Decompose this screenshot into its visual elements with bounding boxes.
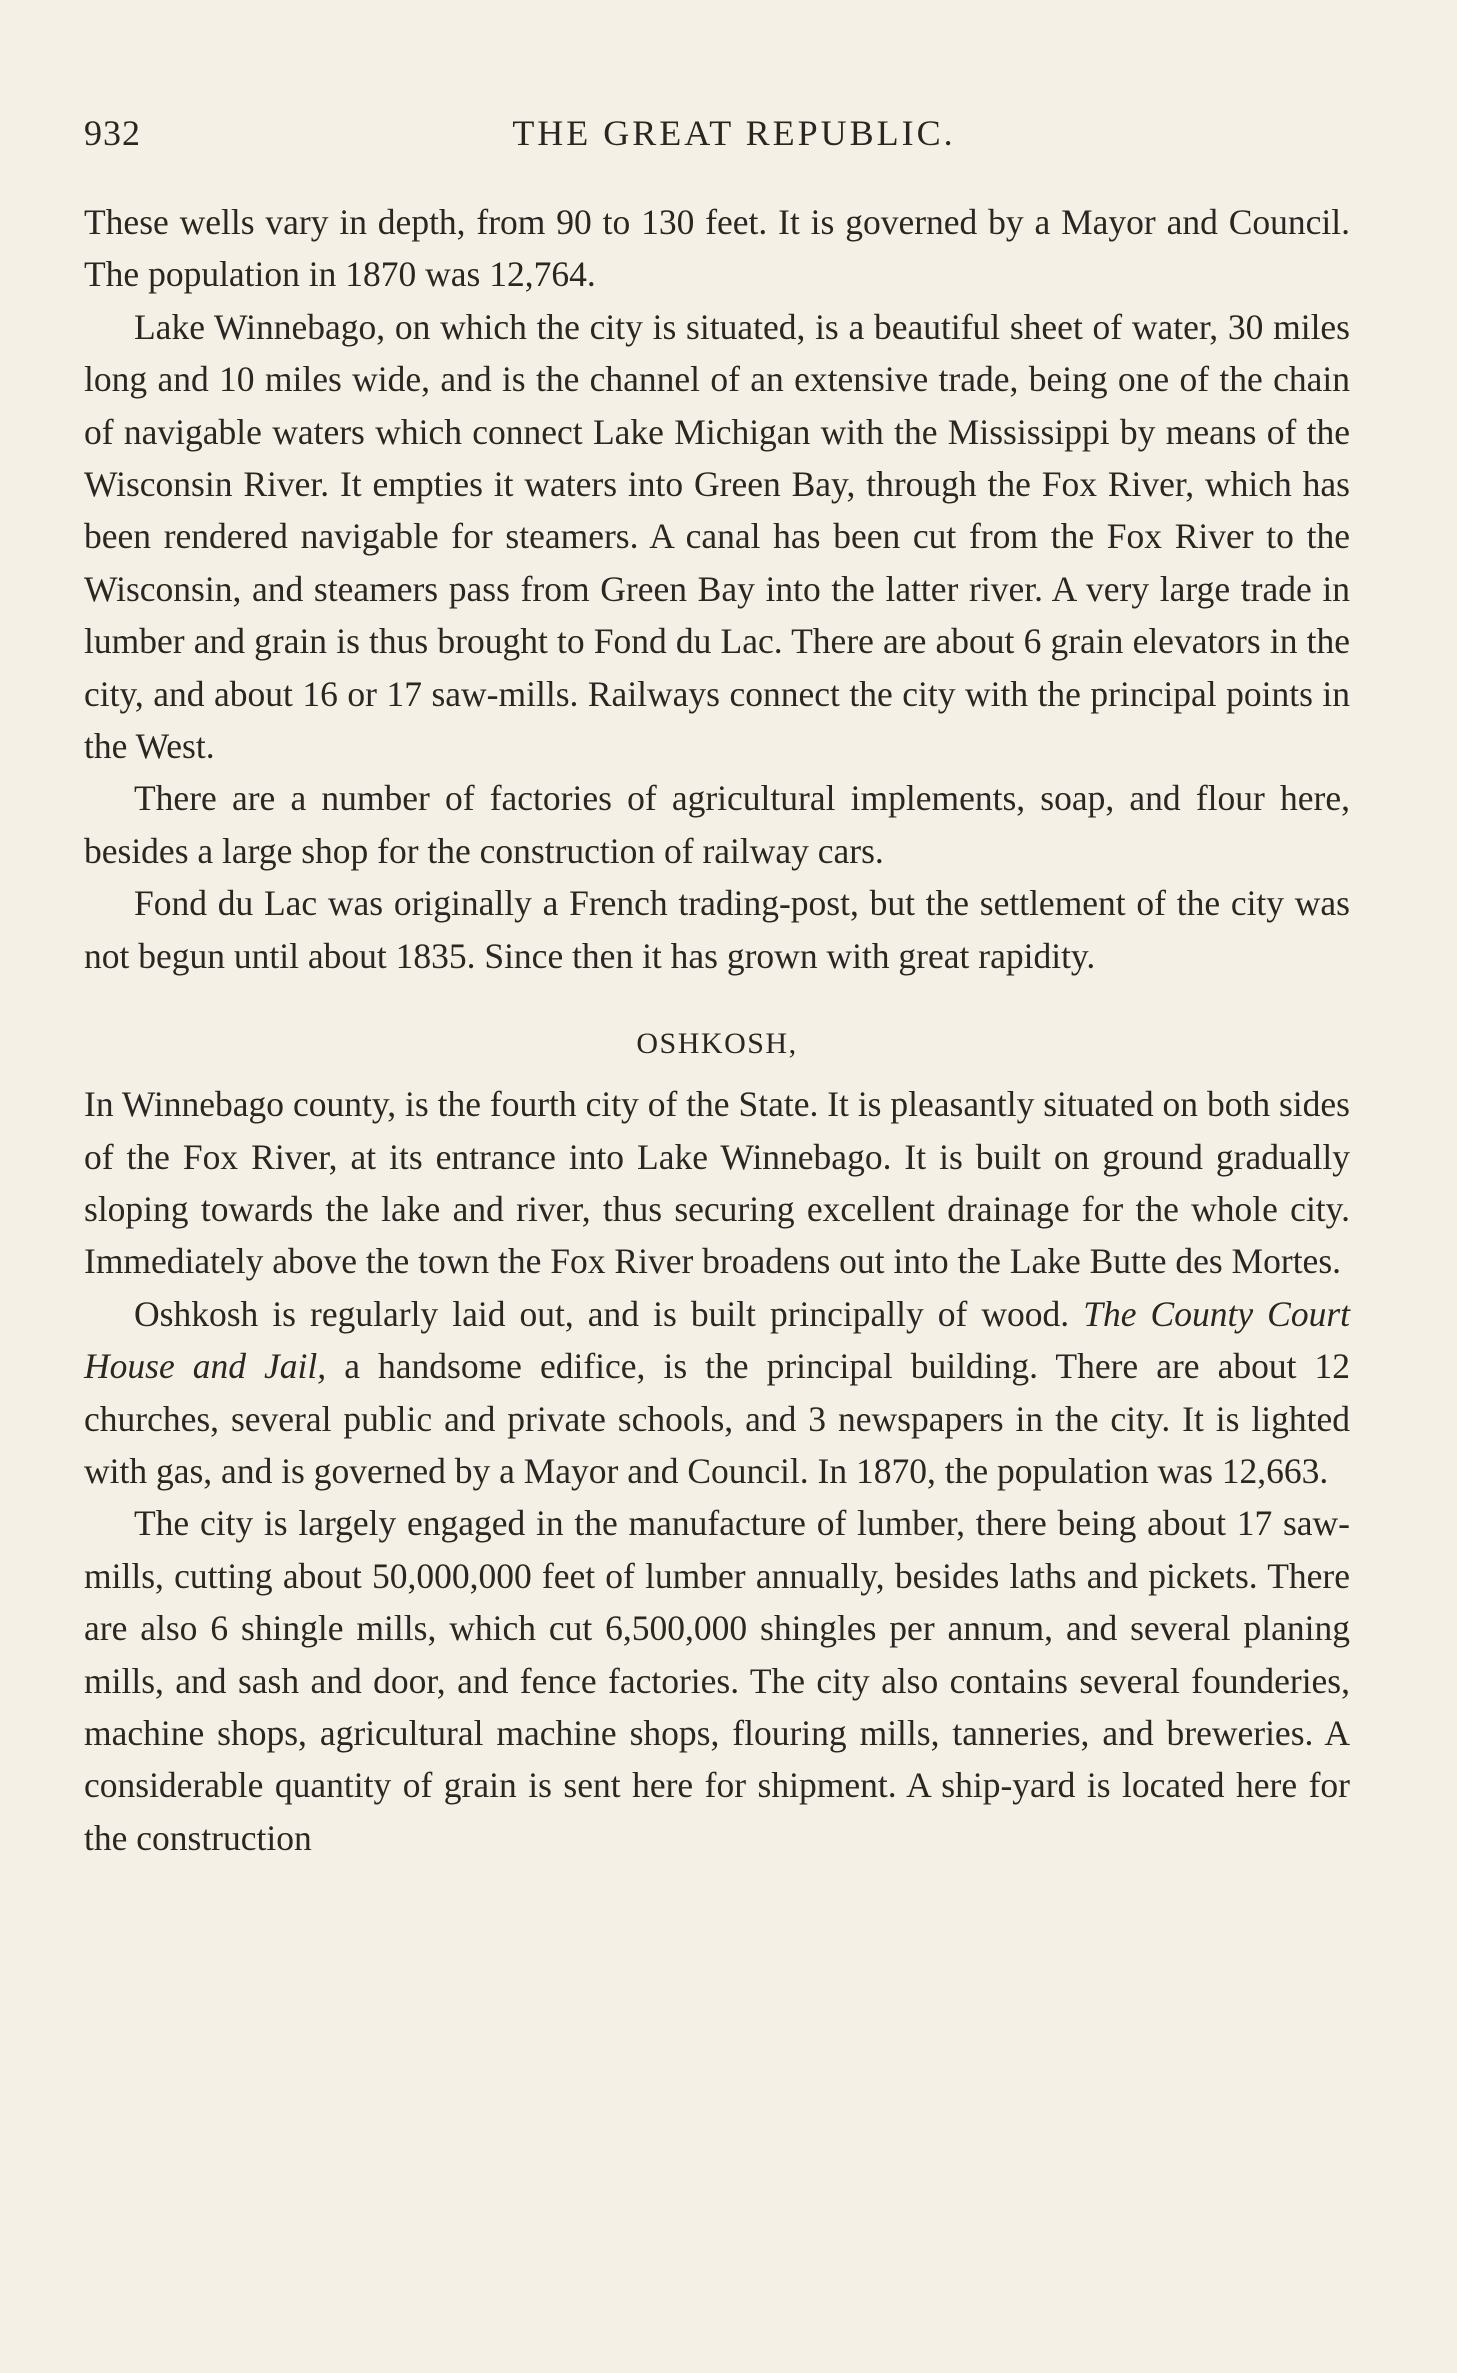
paragraph-oshkosh-buildings-start: Oshkosh is regularly laid out, and is built principally of wood.	[134, 1293, 1070, 1334]
running-header	[84, 112, 1354, 162]
paragraph-oshkosh-industry: The city is largely engaged in the manufacture of lumber, there being about 17 saw-mills, cutting about 50,000,000 feet of lumber annually, besides laths and pickets. There are also 6 shingle mills, which cut 6,500,000 shingles per annum, and several planing mills, and sash and door, and fence factories. The city also contains several founderies, machine shops, agricultural machine shops, flouring mills, tanneries, and breweries. A considerable quantity of grain is sent here for shipment. A ship-yard is located here for the construction	[84, 1503, 1350, 1858]
section-heading-oshkosh: OSHKOSH,	[636, 1027, 798, 1061]
page-number: 932	[84, 113, 141, 153]
paragraph-factories: There are a number of factories of agricultural implements, soap, and flour here, besides a large shop for the construction of railway cars.	[84, 778, 1350, 871]
paragraph-fond-du-lac-history: Fond du Lac was originally a French trading-post, but the settlement of the city was not begun until about 1835. Since then it has grown with great rapidity.	[84, 883, 1350, 976]
paragraph-wells: These wells vary in depth, from 90 to 130 feet. It is governed by a Mayor and Council. The population in 1870 was 12,764.	[84, 202, 1350, 295]
body-text	[84, 196, 1350, 1864]
paragraph-oshkosh-buildings	[84, 1288, 1350, 1498]
paragraph-lake-winnebago: Lake Winnebago, on which the city is situated, is a beautiful sheet of water, 30 miles long and 10 miles wide, and is the channel of an extensive trade, being one of the chain of navigable waters which connect Lake Michigan with the Mississippi by means of the Wisconsin River. It empties it waters into Green Bay, through the Fox River, which has been rendered navigable for steamers. A canal has been cut from the Fox River to the Wisconsin, and steamers pass from Green Bay into the latter river. A very large trade in lumber and grain is thus brought to Fond du Lac. There are about 6 grain elevators in the city, and about 16 or 17 saw-mills. Railways connect the city with the principal points in the West.	[84, 306, 1350, 767]
paragraph-oshkosh-location: In Winnebago county, is the fourth city of the State. It is pleasantly situated on both sides of the Fox River, at its entrance into Lake Winnebago. It is built on ground gradually sloping towards the lake and river, thus securing excellent drainage for the whole city. Immediately above the town the Fox River broadens out into the Lake Butte des Mortes.	[84, 1084, 1350, 1282]
court-house-italic-text: The County Court House and Jail,	[84, 1293, 1351, 1387]
paragraph-oshkosh-buildings-end: a handsome edifice, is the principal building. There are about 12 churches, several public and private schools, and 3 newspapers in the city. It is lighted with gas, and is governed by a Mayor and Council. In 1870, the population was 12,663.	[84, 1346, 1350, 1491]
running-title: THE GREAT REPUBLIC.	[512, 113, 956, 153]
